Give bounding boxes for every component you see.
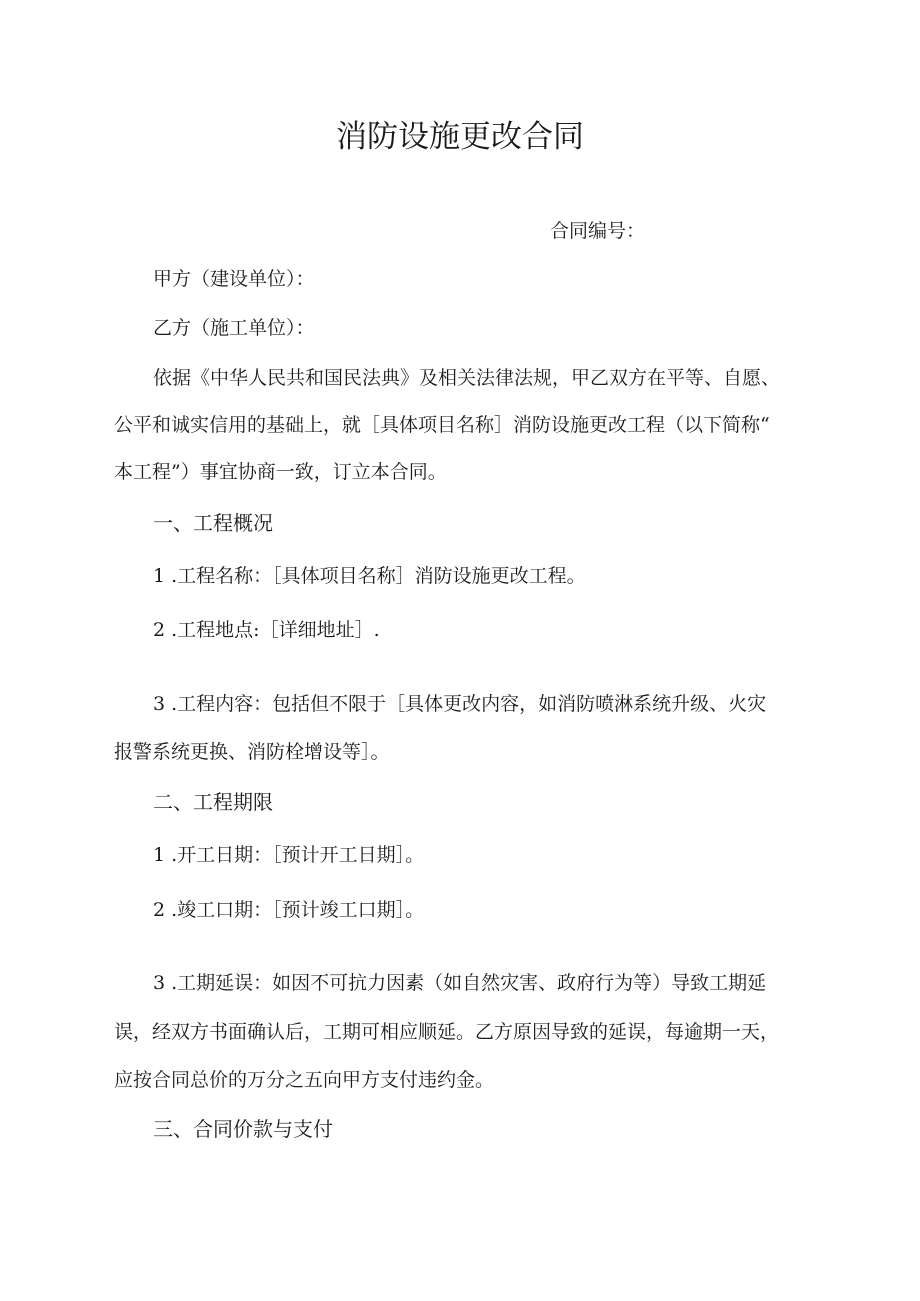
party-b-line: 乙方（施工单位）： — [153, 317, 315, 339]
contract-number-label: 合同编号： — [550, 220, 646, 242]
section-2-item-3-line-2: 误，经双方书面确认后，工期可相应顺延。乙方原因导致的延误，每逾期一天， — [114, 1021, 780, 1043]
section-2-item-2: 2 .竣工口期：［预计竣工口期］。 — [153, 899, 425, 921]
section-1-item-3-line-2: 报警系统更换、消防栓增设等］。 — [114, 741, 390, 763]
section-2-item-3-line-1: 3 .工期延误：如因不可抗力因素（如自然灾害、政府行为等）导致工期延 — [153, 972, 767, 994]
section-2-heading: 二、工程期限 — [153, 790, 273, 814]
section-3-heading: 三、合同价款与支付 — [153, 1117, 333, 1141]
section-1-item-3-line-1: 3 .工程内容：包括但不限于［具体更改内容，如消防喷淋系统升级、火灾 — [153, 693, 767, 715]
section-2-item-3-line-3: 应按合同总价的万分之五向甲方支付违约金。 — [114, 1069, 495, 1091]
section-2-item-1: 1 .开工日期：［预计开工日期］。 — [153, 844, 425, 866]
intro-line-1: 依据《中华人民共和国民法典》及相关法律法规，甲乙双方在平等、自愿、 — [153, 367, 781, 389]
party-a-line: 甲方（建设单位）： — [153, 268, 315, 290]
section-1-item-1: 1 .工程名称：［具体项目名称］消防设施更改工程。 — [153, 565, 586, 587]
intro-line-2: 公平和诚实信用的基础上，就［具体项目名称］消防设施更改工程（以下简称“ — [114, 414, 770, 436]
section-1-heading: 一、工程概况 — [153, 511, 273, 535]
document-title: 消防设施更改合同 — [336, 119, 584, 155]
intro-line-3: 本工程”）事宜协商一致，订立本合同。 — [114, 461, 447, 483]
section-1-item-2: 2 .工程地点:［详细地址］. — [153, 619, 380, 641]
